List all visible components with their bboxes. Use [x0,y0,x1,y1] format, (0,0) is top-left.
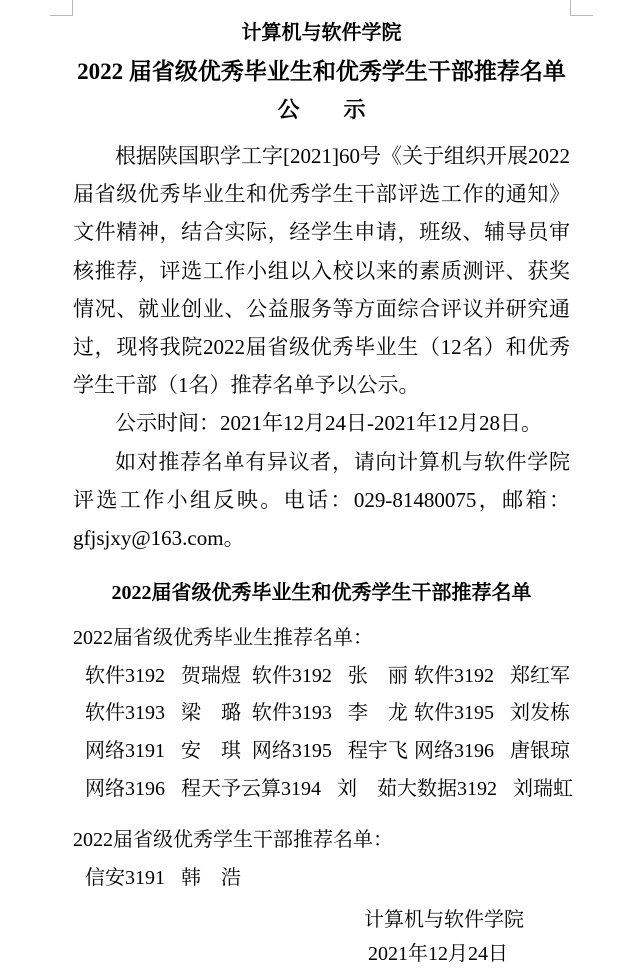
class-id: 网络3196 [414,740,494,763]
class-id: 云算3194 [241,777,321,800]
class-id: 软件3192 [85,664,165,687]
signature-date: 2021年12月24日 [368,943,508,966]
class-id: 软件3192 [251,664,332,687]
body-paragraph-period: 公示时间：2021年12月24日-2021年12月28日。 [115,411,542,436]
student-name: 李 龙 [347,702,408,725]
student-name: 安 琪 [181,740,241,763]
roster-entry [85,860,257,898]
document-title: 2022 届省级优秀毕业生和优秀学生干部推荐名单 [77,59,566,84]
student-name: 刘瑞虹 [513,777,573,800]
class-id: 软件3193 [251,702,332,725]
roster-heading: 2022届省级优秀毕业生和优秀学生干部推荐名单 [111,582,532,605]
graduate-row [73,771,573,809]
graduate-row [73,733,570,771]
class-id: 大数据3192 [397,777,497,800]
student-name: 程天予 [181,777,241,800]
student-name: 程宇飞 [347,740,408,763]
class-id: 软件3193 [85,702,165,725]
roster-entry [414,658,570,696]
student-name: 贺瑞煜 [181,664,241,687]
roster-entry [241,771,397,809]
graduate-row [73,695,570,733]
graduate-row [73,658,570,696]
class-id: 网络3196 [85,777,165,800]
class-id: 网络3191 [85,740,165,763]
roster-entry [252,658,414,696]
signature-org: 计算机与软件学院 [364,909,524,932]
margin-crop-mark-right [570,0,593,16]
roster-entry [252,695,414,733]
cadres-label: 2022届省级优秀学生干部推荐名单： [73,829,393,852]
student-name: 刘发栋 [510,702,570,725]
body-paragraph-basis: 根据陕国职学工字[2021]60号《关于组织开展2022 届省级优秀毕业生和优秀学生干部评选工作的通知》文件精神，结合实际，经学生申请，班级、辅导员审核推荐，评选工作小组以入校以来的素质测评、获奖情况、就业创业、公益服务等方面综合评议并研究通过，现将我院2022届省级优秀毕业生（12名）和优秀学生干部（1名）推荐名单予以公示。 [73,144,570,398]
graduates-label: 2022届省级优秀毕业生推荐名单： [73,627,373,650]
student-name: 唐银琼 [510,740,570,763]
roster-entry [397,771,573,809]
signature-block [73,903,570,971]
student-name: 刘 茹 [337,777,397,800]
student-name: 梁 璐 [181,702,241,725]
announcement-subtitle: 公 示 [277,97,366,122]
student-name: 张 丽 [347,664,408,687]
class-id: 软件3192 [414,664,494,687]
roster-entry [414,695,570,733]
class-id: 网络3195 [251,740,332,763]
announcement-body [73,137,570,557]
roster-entry [85,695,252,733]
roster-entry [85,658,252,696]
class-id: 信安3191 [85,866,165,889]
student-name: 郑红军 [510,664,570,687]
body-paragraph-contact: 如对推荐名单有异议者，请向计算机与软件学院评选工作小组反映。电话：029-81480075，邮箱：gfjsjxy@163.com。 [73,449,570,551]
roster-list [73,620,573,897]
cadre-row [73,860,570,898]
student-name: 韩 浩 [181,866,241,889]
department-title: 计算机与软件学院 [241,22,402,44]
roster-entry [85,771,241,809]
margin-crop-mark-left [50,0,73,16]
document-page [73,0,573,971]
roster-entry [85,733,252,771]
roster-entry [252,733,414,771]
class-id: 软件3195 [414,702,494,725]
roster-entry [414,733,570,771]
